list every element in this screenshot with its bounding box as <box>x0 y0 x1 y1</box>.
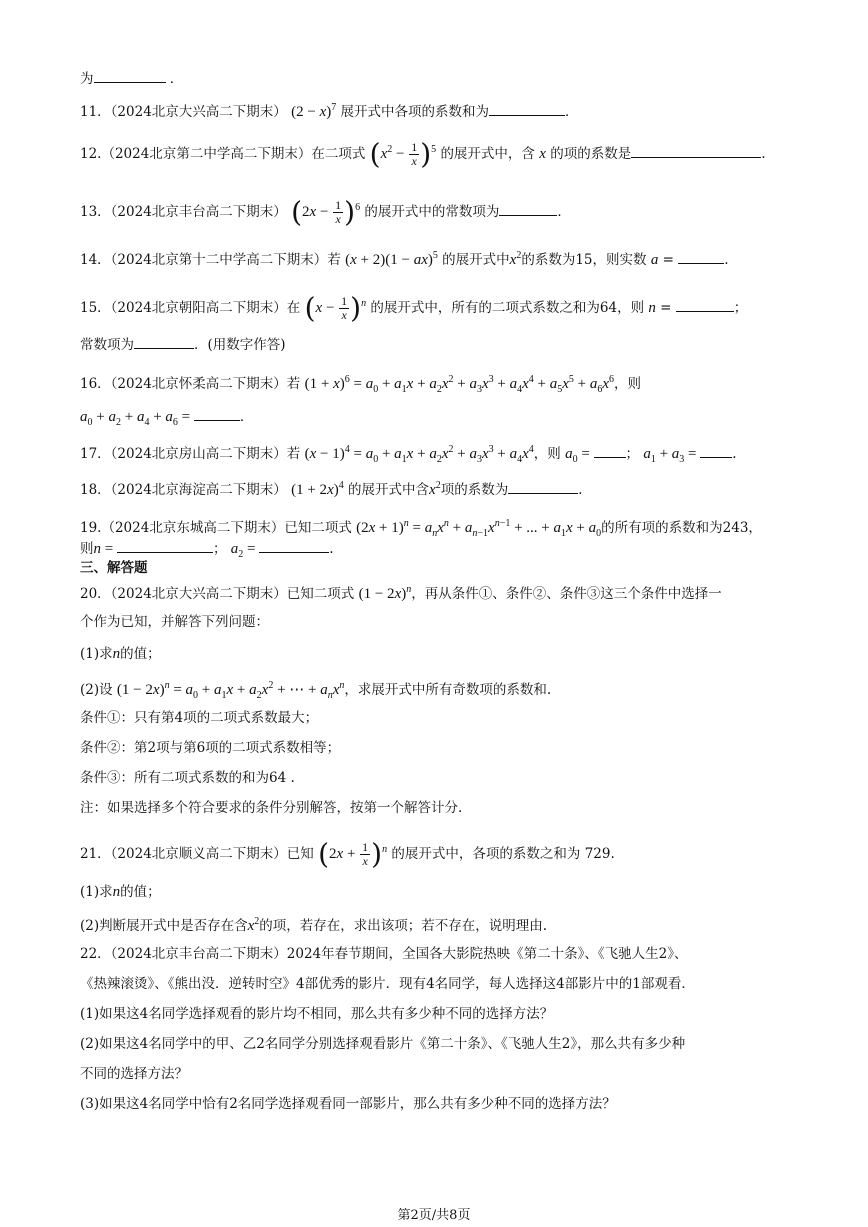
question-21: 21．（2024北京顺义高二下期末）已知 (2x + $\frac{1}{x}$ )$^n$ 的展开式中，各项的系数之和为 729. <box>80 837 615 871</box>
answer-blank <box>678 249 724 264</box>
formula: $(1 - 2x)^n$ <box>358 584 412 602</box>
question-17: 17．（2024北京房山高二下期末）若 $(x - 1)^4 = a_0 + a_1x + a_2x^2 + a_3x^3 + a_4x^4$，则 $a_0$ = ； $a_1 + a_3$ = . <box>80 444 737 465</box>
answer-blank <box>489 101 565 116</box>
note: 注：如果选择多个符合要求的条件分别解答，按第一个解答计分. <box>80 800 463 816</box>
question-21-part1: (1)求n的值； <box>80 884 161 900</box>
question-22: 22．（2024北京丰台高二下期末）2024年春节期间，全国各大影院热映《第二十条》、《飞驰人生2》、 <box>80 946 688 962</box>
question-16: 16．（2024北京怀柔高二下期末）若 $(1 + x)^6 = a_0 + a_1x + a_2x^2 + a_3x^3 + a_4x^4 + a_5x^5 + a_6x^6$，则 <box>80 374 642 395</box>
question-18: 18．（2024北京海淀高二下期末） $(1 + 2x)^4$ 的展开式中含$x^2$项的系数为 ． <box>80 480 592 498</box>
question-20: 20．（2024北京大兴高二下期末）已知二项式 $(1 - 2x)^n$，再从条件①、条件②、条件③这三个条件中选择一 <box>80 584 722 602</box>
formula: (x + 2)(1 − ax)$^5$ <box>345 250 438 268</box>
question-11: 11．（2024北京大兴高二下期末） $(2 - x)^7$ 展开式中各项的系数和为 ． <box>80 102 579 120</box>
question-22-part2-line2: 不同的选择方法？ <box>80 1066 188 1082</box>
formula: $(1 + x)^6 = a_0 + a_1x + a_2x^2 + a_3x^3 + a_4x^4 + a_5x^5 + a_6x^6$ <box>304 374 615 395</box>
question-21-part2: (2)判断展开式中是否存在含$x^2$的项，若存在，求出该项；若不存在，说明理由. <box>80 916 548 934</box>
formula: $(1 + 2x)^4$ <box>291 480 344 498</box>
formula: $(2 - x)^7$ <box>291 102 337 120</box>
formula: (2x − $\frac{1}{x}$ )$^6$ <box>291 195 361 229</box>
answer-blank <box>499 201 557 216</box>
question-19: 19.（2024北京东城高二下期末）已知二项式 $(2x + 1)^n = a_nx^n + a_{n-1}x^{n-1}$ + ... + $a_1x + a_0$的所有项的系数和为243， <box>80 518 762 539</box>
question-20-part2: (2)设 $(1 - 2x)^n = a_0 + a_1x + a_2x^2$ + ⋯ + $a_nx^n$，求展开式中所有奇数项的系数和. <box>80 680 552 701</box>
question-16-line2: $a_0 + a_2 + a_4 + a_6$ = ． <box>80 406 808 433</box>
formula: $(x - 1)^4 = a_0 + a_1x + a_2x^2 + a_3x^3 + a_4x^4$ <box>304 444 534 465</box>
condition-3: 条件③：所有二项式系数的和为64 . <box>80 770 295 786</box>
question-13: 13．（2024北京丰台高二下期末） (2x − $\frac{1}{x}$ )$^6$ 的展开式中的常数项为 ． <box>80 195 571 229</box>
answer-blank <box>194 406 240 421</box>
line-continuation: 为 ． <box>80 68 808 89</box>
formula: ($x^2$ − $\frac{1}{x}$ )$^5$ <box>369 137 437 171</box>
question-22-part3: (3)如果这4名同学中恰有2名同学选择观看同一部影片，那么共有多少种不同的选择方法？ <box>80 1096 616 1112</box>
section-heading: 三、解答题 <box>80 560 148 576</box>
answer-blank <box>94 68 166 83</box>
question-19-line2: 则n = ； $a_2$ = . <box>80 538 808 565</box>
formula: (x − $\frac{1}{x}$ )$^n$ <box>304 291 367 325</box>
formula: $(1 - 2x)^n = a_0 + a_1x + a_2x^2$ + ⋯ + $a_nx^n$ <box>116 680 345 701</box>
answer-blank <box>259 538 329 553</box>
question-22-line2: 《热辣滚烫》、《熊出没．逆转时空》4部优秀的影片．现有4名同学，每人选择这4部影片中的1部观看． <box>80 976 695 992</box>
question-12: 12.（2024北京第二中学高二下期末）在二项式 ($x^2$ − $\frac{1}{x}$ )$^5$ 的展开式中，含 x 的项的系数是 . <box>80 137 766 171</box>
question-22-part2: (2)如果这4名同学中的甲、乙2名同学分别选择观看影片《第二十条》、《飞驰人生2》，那么共有多少种 <box>80 1036 686 1052</box>
page-number: 第2页/共8页 <box>397 1208 471 1223</box>
condition-1: 条件①：只有第4项的二项式系数最大； <box>80 710 319 726</box>
answer-blank <box>134 334 194 349</box>
answer-blank <box>700 443 732 458</box>
question-20-line2: 个作为已知，并解答下列问题： <box>80 614 269 630</box>
formula: (2x + $\frac{1}{x}$ )$^n$ <box>318 837 388 871</box>
condition-2: 条件②：第2项与第6项的二项式系数相等； <box>80 740 341 756</box>
question-15: 15．（2024北京朝阳高二下期末）在 (x − $\frac{1}{x}$ )$^n$ 的展开式中，所有的二项式系数之和为64，则 n = ； <box>80 291 748 325</box>
formula: $(2x + 1)^n = a_nx^n + a_{n-1}x^{n-1}$ + ... + $a_1x + a_0$ <box>356 518 602 539</box>
question-22-part1: (1)如果这4名同学选择观看的影片均不相同，那么共有多少种不同的选择方法？ <box>80 1006 554 1022</box>
answer-blank <box>631 143 761 158</box>
answer-blank <box>676 297 734 312</box>
question-20-part1: (1)求n的值； <box>80 646 161 662</box>
answer-blank <box>508 479 578 494</box>
answer-blank <box>594 443 626 458</box>
question-14: 14．（2024北京第十二中学高二下期末）若 (x + 2)(1 − ax)$^5$ 的展开式中$x^2$的系数为15，则实数 a = . <box>80 250 729 268</box>
question-15-line2: 常数项为 ．(用数字作答) <box>80 334 808 355</box>
answer-blank <box>117 538 213 553</box>
